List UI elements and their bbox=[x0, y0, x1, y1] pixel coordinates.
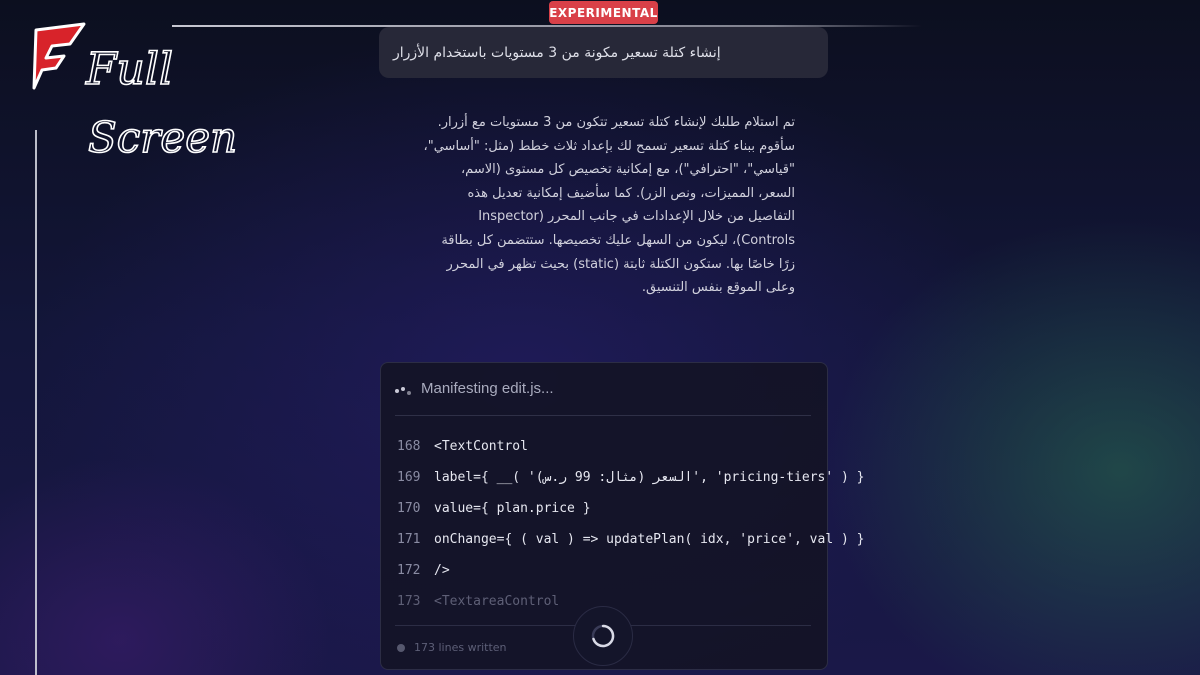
fullscreen-logo bbox=[26, 22, 241, 162]
user-prompt-text: إنشاء كتلة تسعير مكونة من 3 مستويات باستخدام الأزرار bbox=[393, 44, 721, 61]
spinner-icon bbox=[589, 622, 617, 650]
user-prompt-bubble bbox=[379, 27, 828, 78]
code-panel-header bbox=[395, 380, 811, 416]
response-line: Controls)، ليكون من السهل عليك تخصيصها. ستتضمن كل بطاقة bbox=[441, 232, 795, 248]
line-code: onChange={ ( val ) => updatePlan( idx, 'price', val ) } bbox=[434, 532, 865, 547]
logo-f-icon bbox=[34, 24, 84, 88]
logo-graphic bbox=[26, 22, 241, 162]
loading-spinner bbox=[573, 606, 633, 666]
code-line bbox=[397, 524, 865, 555]
response-line: سأقوم ببناء كتلة تسعير تسمح لك بإعداد ثلاث خطط (مثل: "أساسي"، bbox=[423, 138, 795, 154]
response-line: تم استلام طلبك لإنشاء كتلة تسعير تتكون من 3 مستويات مع أزرار. bbox=[437, 115, 795, 130]
line-code: <TextareaControl bbox=[434, 594, 560, 609]
line-number: 172 bbox=[397, 563, 421, 578]
line-code: /> bbox=[434, 563, 450, 578]
logo-text-screen: Screen bbox=[88, 113, 238, 162]
line-number: 168 bbox=[397, 439, 421, 454]
lines-written-status: 173 lines written bbox=[414, 641, 507, 654]
status-dot-icon bbox=[397, 644, 405, 652]
line-number: 170 bbox=[397, 501, 421, 516]
response-line: وعلى الموقع بنفس التنسيق. bbox=[641, 280, 795, 296]
assistant-response bbox=[380, 111, 795, 300]
code-panel-title: Manifesting edit.js... bbox=[421, 380, 554, 397]
line-number: 173 bbox=[397, 594, 421, 609]
response-line: السعر، المميزات، ونص الزر). كما سأضيف إمكانية تعديل هذه bbox=[467, 185, 795, 201]
line-code: <TextControl bbox=[434, 439, 528, 454]
loading-dots-icon bbox=[395, 384, 417, 398]
response-line: "قياسي"، "احترافي")، مع إمكانية تخصيص كل مستوى (الاسم، bbox=[460, 162, 795, 178]
response-line: زرًا خاصًا بها. ستكون الكتلة ثابتة (static) بحيث تظهر في المحرر bbox=[446, 256, 795, 272]
left-divider bbox=[35, 130, 37, 675]
code-lines bbox=[397, 431, 865, 617]
experimental-badge: EXPERIMENTAL bbox=[549, 1, 658, 24]
code-line bbox=[397, 493, 813, 524]
line-code: label={ __( 'السعر (مثال: 99 ر.س)', 'pricing-tiers' ) } bbox=[434, 470, 865, 485]
code-line bbox=[397, 462, 865, 493]
code-line bbox=[397, 555, 813, 586]
response-line: التفاصيل من خلال الإعدادات في جانب المحرر (Inspector bbox=[478, 209, 795, 225]
line-number: 169 bbox=[397, 470, 421, 485]
code-line bbox=[397, 431, 813, 462]
logo-text-full: Full bbox=[86, 44, 174, 95]
line-number: 171 bbox=[397, 532, 421, 547]
line-code: value={ plan.price } bbox=[434, 501, 591, 516]
